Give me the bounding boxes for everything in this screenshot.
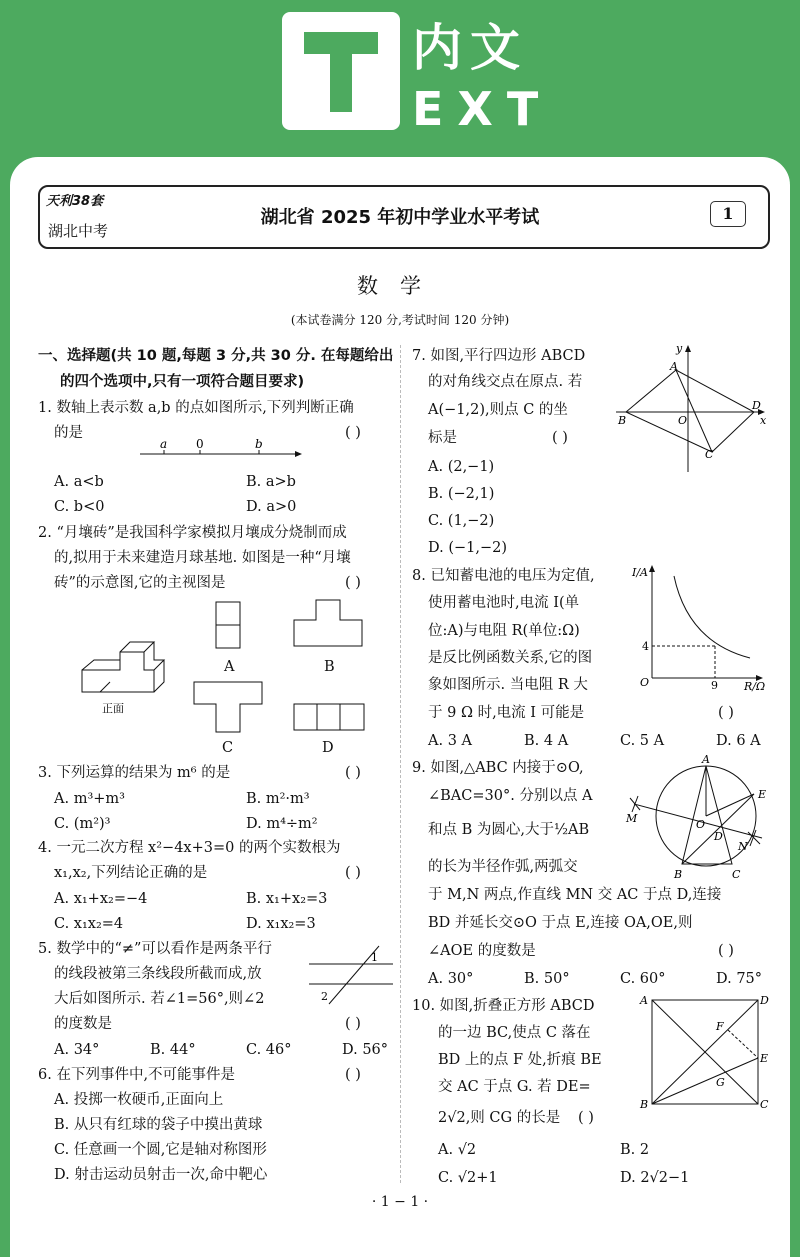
- q5-option-a: A. 34°: [54, 1042, 100, 1058]
- q10-text: 10. 如图,折叠正方形 ABCD: [412, 998, 595, 1014]
- q1-option-b: B. a>b: [246, 474, 296, 490]
- q9-label-n: N: [738, 840, 748, 853]
- q6-option-b: B. 从只有红球的袋子中摸出黄球: [54, 1117, 263, 1133]
- q5-option-b: B. 44°: [150, 1042, 196, 1058]
- q10-text-5: 2√2,则 CG 的长是: [438, 1110, 561, 1126]
- q8-label-4: 4: [642, 640, 649, 653]
- q2-option-b: B: [324, 659, 335, 675]
- q3-option-a: A. m³+m³: [54, 791, 125, 807]
- q8-option-d: D. 6 A: [716, 733, 761, 749]
- q7-answer-blank: ( ): [552, 430, 568, 446]
- q10-label-e: E: [760, 1052, 769, 1065]
- q9-text-2: ∠BAC=30°. 分别以点 A: [428, 788, 593, 804]
- q7-coordinate-figure: [612, 344, 772, 476]
- q2-text-2: 的,拟用于未来建造月球基地. 如图是一种“月壤: [54, 550, 351, 566]
- q8-label-ia: I/A: [632, 566, 648, 579]
- q9-label-b: B: [674, 868, 683, 881]
- q9-option-c: C. 60°: [620, 971, 666, 987]
- header-title-en: EXT: [412, 82, 553, 136]
- q9-text-7: ∠AOE 的度数是: [428, 943, 536, 959]
- region-label: 湖北中考: [48, 222, 109, 240]
- q2-option-a-fig: [215, 600, 245, 650]
- q7-text: 7. 如图,平行四边形 ABCD: [412, 348, 586, 364]
- q7-label-a: A: [670, 360, 678, 373]
- q4-option-a: A. x₁+x₂=−4: [54, 891, 148, 907]
- q9-label-o: O: [696, 818, 706, 831]
- q9-label-m: M: [626, 812, 638, 825]
- exam-title: 湖北省 2025 年初中学业水平考试: [260, 207, 540, 228]
- q10-option-b: B. 2: [620, 1142, 650, 1158]
- q6-option-c: C. 任意画一个圆,它是轴对称图形: [54, 1142, 267, 1158]
- q1-option-d: D. a>0: [246, 499, 297, 515]
- q9-text-3: 和点 B 为圆心,大于½AB: [428, 822, 590, 838]
- q4-option-d: D. x₁x₂=3: [246, 916, 316, 932]
- q8-option-a: A. 3 A: [428, 733, 472, 749]
- q10-option-c: C. √2+1: [438, 1170, 498, 1186]
- q10-label-d: D: [760, 994, 769, 1007]
- q5-answer-blank: ( ): [345, 1016, 361, 1032]
- q9-option-a: A. 30°: [428, 971, 474, 987]
- q10-label-g: G: [716, 1076, 725, 1089]
- q2-option-c: C: [222, 740, 234, 756]
- q3-answer-blank: ( ): [345, 765, 361, 781]
- q1-text: 1. 数轴上表示数 a,b 的点如图所示,下列判断正确: [38, 400, 354, 416]
- q1-option-a: A. a<b: [54, 474, 104, 490]
- q8-answer-blank: ( ): [718, 705, 734, 721]
- page-footer: · 1 − 1 ·: [371, 1194, 429, 1210]
- q8-text-3: 位:A)与电阻 R(单位:Ω): [428, 623, 580, 639]
- q2-option-a: A: [224, 659, 235, 675]
- q2-option-d-fig: [292, 702, 366, 732]
- section-heading: 一、选择题(共 10 题,每题 3 分,共 30 分. 在每题给出: [38, 348, 394, 364]
- q9-option-d: D. 75°: [716, 971, 763, 987]
- q9-label-c: C: [732, 868, 741, 881]
- q7-option-c: C. (1,−2): [428, 513, 495, 529]
- q9-option-b: B. 50°: [524, 971, 570, 987]
- q6-text: 6. 在下列事件中,不可能事件是: [38, 1067, 236, 1083]
- q10-text-3: BD 上的点 F 处,折痕 BE: [438, 1052, 602, 1068]
- section-heading-2: 的四个选项中,只有一项符合题目要求): [60, 374, 305, 390]
- brand-logo: 天利38套: [46, 194, 104, 209]
- q10-label-a: A: [640, 994, 648, 1007]
- q6-option-a: A. 投掷一枚硬币,正面向上: [54, 1092, 224, 1108]
- q7-text-3: A(−1,2),则点 C 的坐: [428, 402, 568, 418]
- q8-text-5: 象如图所示. 当电阻 R 大: [428, 677, 588, 693]
- q10-label-f: F: [716, 1020, 724, 1033]
- q4-text-2: x₁,x₂,下列结论正确的是: [54, 865, 208, 881]
- q9-label-a: A: [702, 753, 710, 766]
- q8-label-r: R/Ω: [744, 680, 766, 693]
- q3-option-b: B. m²·m³: [246, 791, 310, 807]
- header-logo-t: [282, 12, 400, 130]
- q5-label-2: 2: [321, 990, 328, 1003]
- q9-text-5: 于 M,N 两点,作直线 MN 交 AC 于点 D,连接: [428, 887, 722, 903]
- q10-answer-blank: ( ): [578, 1110, 594, 1126]
- q8-text-4: 是反比例函数关系,它的图: [428, 650, 593, 666]
- q5-figure: [305, 942, 395, 1012]
- q8-text: 8. 已知蓄电池的电压为定值,: [412, 568, 595, 584]
- q7-option-a: A. (2,−1): [428, 459, 495, 475]
- q1-option-c: C. b<0: [54, 499, 105, 515]
- q8-option-b: B. 4 A: [524, 733, 569, 749]
- page-number-badge: 1: [710, 201, 746, 227]
- q8-option-c: C. 5 A: [620, 733, 665, 749]
- header-title-cn: 内文: [412, 19, 528, 77]
- q7-label-d: D: [752, 399, 761, 412]
- q3-text: 3. 下列运算的结果为 m⁶ 的是: [38, 765, 231, 781]
- q5-text-4: 的度数是: [54, 1016, 112, 1032]
- q3-option-d: D. m⁴÷m²: [246, 816, 318, 832]
- q9-label-e: E: [758, 788, 767, 801]
- q4-text: 4. 一元二次方程 x²−4x+3=0 的两个实数根为: [38, 840, 341, 856]
- q5-option-c: C. 46°: [246, 1042, 292, 1058]
- q10-square-figure: [638, 994, 772, 1112]
- q4-option-c: C. x₁x₂=4: [54, 916, 124, 932]
- q5-label-1: 1: [371, 951, 378, 964]
- q10-label-c: C: [760, 1098, 769, 1111]
- q7-option-b: B. (−2,1): [428, 486, 495, 502]
- q7-label-x: x: [760, 414, 767, 427]
- exam-note: (本试卷满分 120 分,考试时间 120 分钟): [290, 313, 510, 327]
- q7-label-c: C: [705, 448, 714, 461]
- q8-text-6: 于 9 Ω 时,电流 I 可能是: [428, 705, 585, 721]
- q1-number-line: [140, 437, 310, 470]
- q7-label-o: O: [678, 414, 688, 427]
- q1-label-b: b: [255, 437, 263, 451]
- q2-text-3: 砖”的示意图,它的主视图是: [54, 575, 226, 591]
- q1-answer-blank: ( ): [345, 425, 361, 441]
- q10-option-d: D. 2√2−1: [620, 1170, 690, 1186]
- q2-text: 2. “月壤砖”是我国科学家模拟月壤成分烧制而成: [38, 525, 347, 541]
- q5-text-2: 的线段被第三条线段所截而成,放: [54, 966, 262, 982]
- q5-option-d: D. 56°: [342, 1042, 389, 1058]
- q9-text: 9. 如图,△ABC 内接于⊙O,: [412, 760, 584, 776]
- q2-option-b-fig: [292, 598, 366, 650]
- q2-answer-blank: ( ): [345, 575, 361, 591]
- q2-front-label: 正面: [102, 702, 124, 715]
- column-divider: [400, 345, 401, 1183]
- q10-text-2: 的一边 BC,使点 C 落在: [438, 1025, 591, 1041]
- q2-brick-figure: [80, 630, 170, 720]
- q9-answer-blank: ( ): [718, 943, 734, 959]
- q1-text-2: 的是: [54, 425, 83, 441]
- q8-text-2: 使用蓄电池时,电流 I(单: [428, 595, 580, 611]
- subject-title: 数学: [357, 274, 443, 298]
- q7-text-4: 标是: [428, 430, 457, 446]
- q8-label-9: 9: [711, 679, 718, 692]
- q10-option-a: A. √2: [438, 1142, 477, 1158]
- q6-answer-blank: ( ): [345, 1067, 361, 1083]
- q8-inverse-graph: [630, 562, 770, 692]
- q4-answer-blank: ( ): [345, 865, 361, 881]
- q1-label-0: 0: [196, 437, 204, 451]
- q5-text-3: 大后如图所示. 若∠1=56°,则∠2: [54, 991, 265, 1007]
- q5-text: 5. 数学中的“≠”可以看作是两条平行: [38, 941, 272, 957]
- q9-text-6: BD 并延长交⊙O 于点 E,连接 OA,OE,则: [428, 915, 693, 931]
- q8-label-o: O: [640, 676, 650, 689]
- q10-label-b: B: [640, 1098, 649, 1111]
- q7-text-2: 的对角线交点在原点. 若: [428, 374, 583, 390]
- q1-label-a: a: [160, 437, 168, 451]
- q2-option-c-fig: [192, 680, 266, 736]
- q10-text-4: 交 AC 于点 G. 若 DE=: [438, 1079, 591, 1095]
- q9-circle-figure: [622, 754, 772, 884]
- q9-text-4: 的长为半径作弧,两弧交: [428, 859, 578, 875]
- q7-label-y: y: [676, 342, 683, 355]
- q6-option-d: D. 射击运动员射击一次,命中靶心: [54, 1167, 268, 1183]
- q3-option-c: C. (m²)³: [54, 816, 111, 832]
- q7-label-b: B: [618, 414, 627, 427]
- q4-option-b: B. x₁+x₂=3: [246, 891, 328, 907]
- q7-option-d: D. (−1,−2): [428, 540, 507, 556]
- q2-option-d: D: [322, 740, 334, 756]
- q9-label-d: D: [714, 830, 723, 843]
